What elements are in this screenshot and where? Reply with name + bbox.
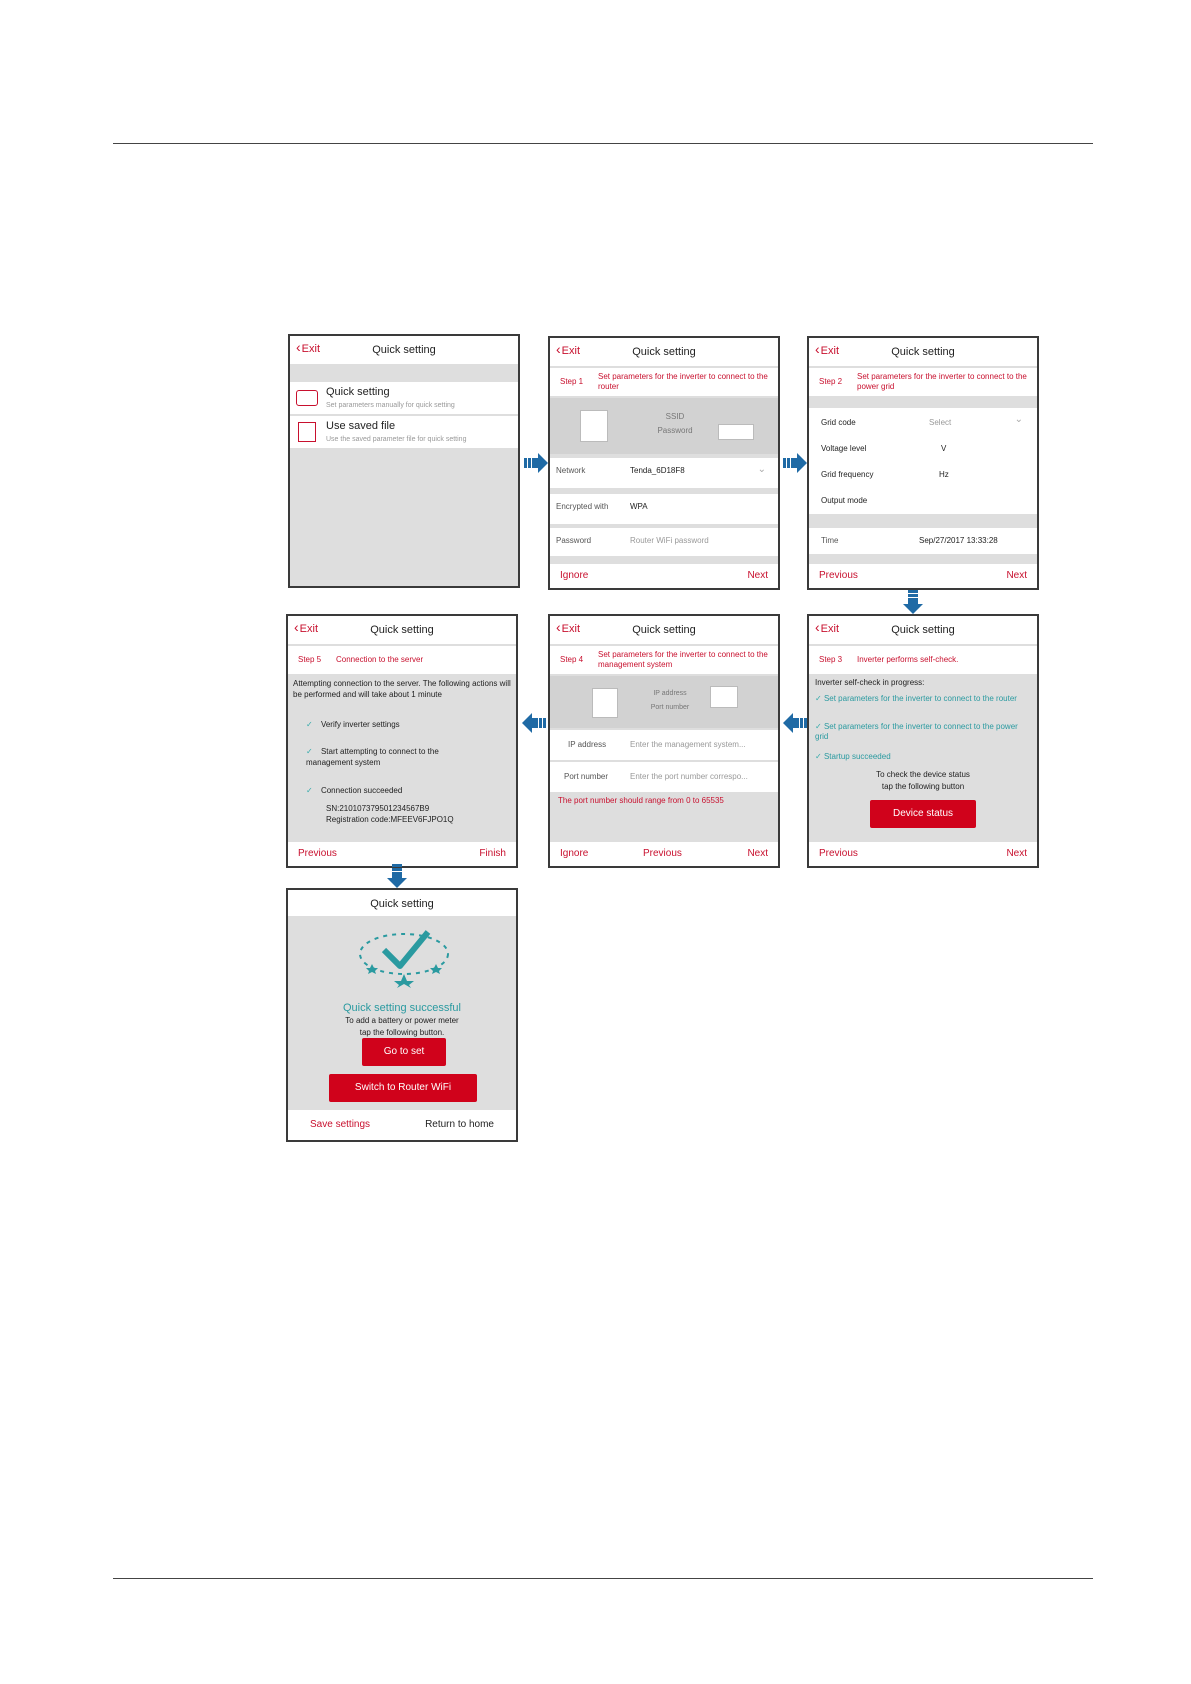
time-value: Sep/27/2017 13:33:28: [919, 536, 998, 545]
router-icon: [718, 424, 754, 440]
screen-title: Quick setting: [891, 346, 955, 358]
port-number-row[interactable]: [550, 762, 778, 792]
checkmark-icon: ✓: [815, 722, 822, 731]
serial-number: SN:210107379501234567B9: [326, 804, 430, 813]
ignore-button[interactable]: Ignore: [560, 570, 589, 581]
arrow-down-icon: [902, 590, 924, 614]
menu-item-subtitle: Use the saved parameter file for quick setting: [326, 436, 467, 443]
ip-address-field[interactable]: Enter the management system...: [630, 740, 746, 749]
router-illustration: [550, 398, 778, 454]
previous-button[interactable]: Previous: [819, 570, 858, 581]
step-description: Set parameters for the inverter to connect to the router: [598, 372, 768, 391]
step-label: Step 2: [819, 377, 843, 386]
step-description: Set parameters for the inverter to connect to the power grid: [857, 372, 1027, 391]
hand-icon: [296, 390, 318, 406]
grid-params-panel: [809, 408, 1037, 514]
exit-button[interactable]: ‹Exit: [815, 619, 840, 635]
ip-address-label: IP address: [653, 690, 687, 697]
screen-header: [288, 616, 516, 644]
password-label: Password: [657, 426, 693, 435]
encryption-value: WPA: [630, 502, 648, 511]
chevron-left-icon: ‹: [815, 341, 820, 357]
encryption-label: Encrypted with: [556, 502, 609, 511]
check-circle-icon: ✓: [306, 720, 313, 729]
step-description: Set parameters for the inverter to connect to the management system: [598, 650, 768, 669]
chevron-left-icon: ‹: [556, 341, 561, 357]
previous-button[interactable]: Previous: [643, 848, 682, 859]
exit-button[interactable]: ‹Exit: [556, 619, 581, 635]
port-range-warning: The port number should range from 0 to 65535: [558, 796, 724, 805]
self-check-progress: Inverter self-check in progress:: [815, 678, 925, 687]
step-bar: [550, 368, 778, 396]
screen-step-1-router: [548, 336, 780, 590]
menu-item-title: Quick setting: [326, 386, 390, 398]
device-status-button[interactable]: Device status: [870, 800, 976, 828]
step-bar: [809, 646, 1037, 674]
menu-item-quick-setting[interactable]: [290, 382, 518, 414]
screen-step-5-server: [286, 614, 518, 868]
check-item: ✓ Startup succeeded: [815, 752, 891, 761]
chevron-down-icon: ⌄: [1014, 414, 1023, 425]
step-label: Step 3: [819, 655, 843, 664]
connection-intro: Attempting connection to the server. The following actions will be performed and will take about 1 minute: [293, 679, 511, 699]
ignore-button[interactable]: Ignore: [560, 848, 589, 859]
check-item: ✓ Set parameters for the inverter to connect to the router: [815, 694, 1017, 703]
check-circle-icon: ✓: [306, 747, 313, 756]
exit-button[interactable]: ‹Exit: [296, 339, 321, 355]
screen-footer: [550, 564, 778, 588]
arrow-left-icon: [783, 712, 807, 734]
inverter-icon: [580, 410, 608, 442]
screen-step-2-grid: [807, 336, 1039, 590]
network-row[interactable]: [550, 458, 778, 488]
chevron-left-icon: ‹: [556, 619, 561, 635]
frequency-label: Grid frequency: [821, 470, 874, 479]
screen-footer: [550, 842, 778, 866]
chevron-left-icon: ‹: [294, 619, 299, 635]
arrow-left-icon: [522, 712, 546, 734]
registration-code: Registration code:MFEEV6FJPO1Q: [326, 815, 454, 824]
previous-button[interactable]: Previous: [819, 848, 858, 859]
exit-button[interactable]: ‹Exit: [815, 341, 840, 357]
screen-footer: [288, 842, 516, 866]
voltage-unit[interactable]: V: [941, 444, 947, 453]
go-to-set-button[interactable]: Go to set: [362, 1038, 446, 1066]
arrow-right-icon: [783, 452, 807, 474]
inverter-icon: [592, 688, 618, 718]
next-button[interactable]: Next: [747, 570, 768, 581]
check-item: ✓ Connection succeeded: [306, 786, 403, 795]
encryption-row: [550, 494, 778, 524]
network-label: Network: [556, 466, 586, 475]
step-description: Connection to the server: [336, 655, 424, 664]
file-icon: [298, 422, 316, 442]
screen-footer: [809, 564, 1037, 588]
save-settings-button[interactable]: Save settings: [310, 1119, 371, 1130]
screen-title: Quick setting: [370, 624, 434, 636]
checkmark-icon: ✓: [815, 694, 822, 703]
success-hint: tap the following button.: [359, 1028, 445, 1037]
finish-button[interactable]: Finish: [479, 848, 506, 859]
grid-code-label: Grid code: [821, 418, 856, 427]
network-value: Tenda_6D18F8: [630, 466, 685, 475]
success-badge-icon: [354, 924, 454, 988]
arrow-down-icon: [386, 864, 408, 888]
step-label: Step 4: [560, 655, 584, 664]
ssid-label: SSID: [665, 412, 685, 421]
success-hint: To add a battery or power meter: [345, 1016, 459, 1025]
port-number-label: Port number: [564, 772, 609, 781]
grid-code-select[interactable]: Select: [929, 418, 952, 427]
screen-header: [550, 616, 778, 644]
footer-rule: [113, 1578, 1093, 1579]
password-label: Password: [556, 536, 592, 545]
header-rule: [113, 143, 1093, 144]
step-description: Inverter performs self-check.: [857, 655, 959, 664]
screen-header: [550, 338, 778, 366]
screen-title: Quick setting: [891, 624, 955, 636]
output-mode-label: Output mode: [821, 496, 868, 505]
previous-button[interactable]: Previous: [298, 848, 337, 859]
switch-router-wifi-button[interactable]: Switch to Router WiFi: [329, 1074, 477, 1102]
success-message: Quick setting successful: [343, 1002, 461, 1014]
check-item: ✓ Set parameters for the inverter to connect to the power grid: [815, 722, 1018, 741]
ip-address-row[interactable]: [550, 730, 778, 760]
menu-item-title: Use saved file: [326, 420, 396, 432]
next-button[interactable]: Next: [1006, 570, 1027, 581]
screen-header: [809, 616, 1037, 644]
checkmark-icon: ✓: [815, 752, 822, 761]
password-field[interactable]: Router WiFi password: [630, 536, 709, 545]
screen-title: Quick setting: [632, 624, 696, 636]
return-to-home-button[interactable]: Return to home: [425, 1119, 494, 1130]
screen-title: Quick setting: [372, 344, 436, 356]
time-label: Time: [821, 536, 839, 545]
screen-step-3-self-check: [807, 614, 1039, 868]
screen-header: [809, 338, 1037, 366]
screen-footer: [809, 842, 1037, 866]
exit-button[interactable]: ‹Exit: [294, 619, 319, 635]
port-number-label: Port number: [650, 704, 690, 711]
menu-item-use-saved-file[interactable]: [290, 416, 518, 448]
next-button[interactable]: Next: [1006, 848, 1027, 859]
next-button[interactable]: Next: [747, 848, 768, 859]
screen-quick-setting-menu: [288, 334, 520, 588]
check-circle-icon: ✓: [306, 786, 313, 795]
chevron-down-icon: ⌄: [757, 464, 766, 475]
screen-header: [288, 890, 516, 916]
screen-title: Quick setting: [632, 346, 696, 358]
step-bar: [288, 646, 516, 674]
ip-address-label: IP address: [568, 740, 607, 749]
menu-item-subtitle: Set parameters manually for quick setting: [326, 402, 455, 409]
port-number-field[interactable]: Enter the port number correspo...: [630, 772, 748, 781]
password-row[interactable]: [550, 528, 778, 556]
chevron-left-icon: ‹: [815, 619, 820, 635]
frequency-unit[interactable]: Hz: [939, 470, 949, 479]
screen-success: [286, 888, 518, 1142]
check-item: ✓ Start attempting to connect to the management system: [306, 747, 439, 767]
step-bar: [550, 646, 778, 674]
step-label: Step 1: [560, 377, 584, 386]
device-status-hint: tap the following button: [881, 782, 965, 791]
voltage-label: Voltage level: [821, 444, 867, 453]
server-illustration: [550, 676, 778, 728]
chevron-left-icon: ‹: [296, 339, 301, 355]
device-status-hint: To check the device status: [876, 770, 970, 779]
exit-button[interactable]: ‹Exit: [556, 341, 581, 357]
screen-header: [290, 336, 518, 364]
arrow-right-icon: [524, 452, 548, 474]
screen-title: Quick setting: [370, 898, 434, 910]
screen-footer: [288, 1110, 516, 1140]
check-item: ✓ Verify inverter settings: [306, 720, 400, 729]
time-row: [809, 528, 1037, 554]
screen-step-4-management: [548, 614, 780, 868]
monitor-icon: [710, 686, 738, 708]
step-label: Step 5: [298, 655, 322, 664]
step-bar: [809, 368, 1037, 396]
